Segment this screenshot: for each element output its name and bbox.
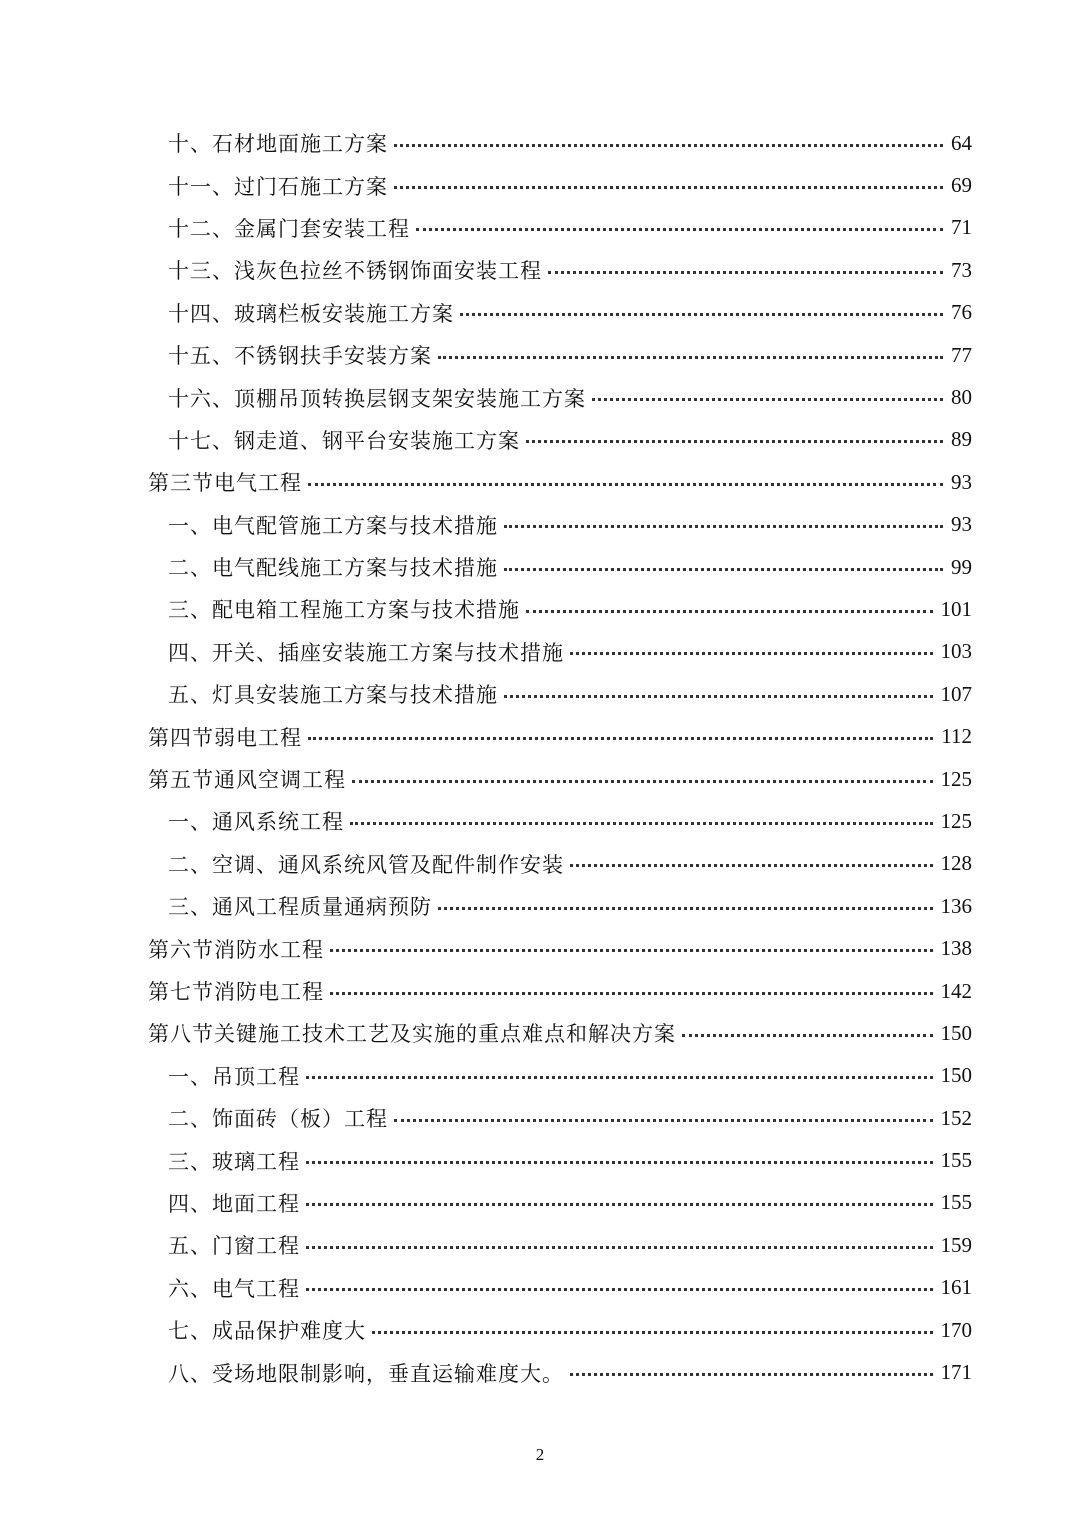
toc-entry[interactable] [0, 843, 1080, 885]
toc-dot-leader [504, 525, 943, 528]
toc-dot-leader [570, 1373, 933, 1376]
toc-entry[interactable] [0, 1351, 1080, 1393]
toc-entry-page: 142 [940, 978, 972, 1003]
toc-entry-title: 第六节消防水工程 [148, 937, 324, 962]
toc-entry-page: 93 [951, 469, 972, 494]
toc-entry-page: 101 [940, 596, 972, 621]
toc-dot-leader [306, 1161, 933, 1164]
toc-entry-page: 107 [940, 681, 972, 706]
toc-entry-page: 103 [940, 639, 972, 664]
toc-dot-leader [438, 356, 943, 359]
toc-entry[interactable] [0, 1012, 1080, 1054]
toc-dot-leader [504, 695, 933, 698]
toc-dot-leader [570, 864, 933, 867]
toc-entry[interactable] [0, 164, 1080, 206]
toc-entry[interactable] [0, 419, 1080, 461]
toc-entry-title: 二、空调、通风系统风管及配件制作安装 [168, 852, 564, 877]
toc-entry-title: 第七节消防电工程 [148, 980, 324, 1004]
toc-entry-page: 150 [940, 1063, 972, 1088]
toc-entry-page: 112 [941, 724, 972, 749]
toc-entry-page: 73 [951, 257, 972, 282]
toc-entry[interactable] [0, 1139, 1080, 1181]
toc-dot-leader [526, 440, 943, 443]
toc-entry-title: 第四节弱电工程 [148, 725, 302, 750]
toc-entry-page: 155 [940, 1190, 972, 1215]
toc-entry[interactable] [0, 504, 1080, 546]
toc-entry[interactable] [0, 1182, 1080, 1224]
toc-dot-leader [350, 822, 933, 825]
toc-entry[interactable] [0, 927, 1080, 969]
toc-entry-title: 二、饰面砖（板）工程 [168, 1107, 388, 1132]
toc-entry[interactable] [0, 1097, 1080, 1139]
toc-entry[interactable] [0, 758, 1080, 800]
toc-entry-title: 一、通风系统工程 [168, 810, 344, 835]
toc-entry-page: 152 [940, 1105, 972, 1130]
toc-entry[interactable] [0, 292, 1080, 334]
toc-entry[interactable] [0, 461, 1080, 503]
toc-dot-leader [394, 1119, 933, 1122]
table-of-contents [0, 122, 1080, 1394]
toc-entry[interactable] [0, 1309, 1080, 1351]
toc-entry-title: 第五节通风空调工程 [148, 768, 346, 793]
toc-entry-page: 64 [951, 130, 972, 155]
toc-entry-page: 170 [940, 1317, 972, 1342]
toc-entry-title: 六、电气工程 [168, 1276, 300, 1301]
toc-entry-page: 125 [940, 808, 972, 833]
toc-dot-leader [592, 398, 943, 401]
toc-dot-leader [306, 1288, 933, 1291]
toc-entry-page: 77 [951, 342, 972, 367]
toc-entry[interactable] [0, 673, 1080, 715]
toc-dot-leader [372, 1331, 933, 1334]
toc-entry-title: 二、电气配线施工方案与技术措施 [168, 556, 498, 581]
toc-entry-title: 十二、金属门套安装工程 [168, 216, 410, 241]
toc-dot-leader [308, 483, 943, 486]
toc-entry[interactable] [0, 970, 1080, 1012]
toc-dot-leader [308, 737, 933, 740]
toc-entry-title: 十五、不锈钢扶手安装方案 [168, 344, 432, 369]
toc-entry[interactable] [0, 1224, 1080, 1266]
toc-entry-title: 八、受场地限制影响，垂直运输难度大。 [168, 1361, 564, 1386]
toc-dot-leader [306, 1076, 933, 1079]
toc-entry[interactable] [0, 546, 1080, 588]
toc-entry-page: 136 [940, 893, 972, 918]
toc-dot-leader [330, 949, 933, 952]
toc-entry-title: 十一、过门石施工方案 [168, 174, 388, 199]
toc-dot-leader [394, 186, 943, 189]
toc-entry-page: 93 [951, 512, 972, 537]
toc-entry-page: 80 [951, 385, 972, 410]
toc-entry-page: 159 [940, 1232, 972, 1257]
toc-entry[interactable] [0, 1267, 1080, 1309]
toc-entry[interactable] [0, 249, 1080, 291]
toc-dot-leader [504, 568, 943, 571]
toc-entry[interactable] [0, 715, 1080, 757]
toc-entry[interactable] [0, 334, 1080, 376]
toc-entry-title: 四、开关、插座安装施工方案与技术措施 [168, 640, 564, 665]
toc-entry-page: 71 [951, 215, 972, 240]
toc-entry-title: 七、成品保护难度大 [168, 1319, 366, 1344]
toc-entry-title: 一、吊顶工程 [168, 1064, 300, 1089]
toc-entry-page: 89 [951, 427, 972, 452]
toc-entry-title: 五、灯具安装施工方案与技术措施 [168, 683, 498, 708]
toc-entry-title: 五、门窗工程 [168, 1234, 300, 1259]
toc-entry-title: 三、通风工程质量通病预防 [168, 895, 432, 920]
toc-entry-page: 69 [951, 173, 972, 198]
toc-entry-page: 128 [940, 851, 972, 876]
page-number: 2 [535, 1445, 545, 1464]
toc-entry-page: 150 [940, 1020, 972, 1045]
toc-dot-leader [438, 907, 933, 910]
toc-entry-page: 99 [951, 554, 972, 579]
toc-entry-title: 第八节关键施工技术工艺及实施的重点难点和解决方案 [148, 1022, 676, 1047]
toc-entry-title: 十六、顶棚吊顶转换层钢支架安装施工方案 [168, 386, 586, 411]
toc-entry-title: 三、配电箱工程施工方案与技术措施 [168, 598, 520, 623]
toc-entry[interactable] [0, 631, 1080, 673]
toc-entry-title: 十七、钢走道、钢平台安装施工方案 [168, 428, 520, 453]
toc-entry-page: 161 [940, 1275, 972, 1300]
toc-entry[interactable] [0, 376, 1080, 418]
toc-entry[interactable] [0, 122, 1080, 164]
toc-entry-title: 十四、玻璃栏板安装施工方案 [168, 301, 454, 326]
toc-dot-leader [306, 1246, 933, 1249]
toc-entry-title: 第三节电气工程 [148, 471, 302, 496]
toc-entry-page: 76 [951, 300, 972, 325]
toc-entry-page: 171 [940, 1360, 972, 1385]
toc-entry-page: 125 [940, 766, 972, 791]
toc-dot-leader [570, 652, 933, 655]
toc-entry[interactable] [0, 800, 1080, 842]
toc-entry-title: 一、电气配管施工方案与技术措施 [168, 513, 498, 538]
toc-entry-page: 155 [940, 1148, 972, 1173]
toc-entry-title: 十、石材地面施工方案 [168, 132, 388, 157]
toc-dot-leader [548, 271, 943, 274]
toc-entry-title: 四、地面工程 [168, 1191, 300, 1216]
toc-dot-leader [306, 1203, 933, 1206]
toc-entry-page: 138 [940, 936, 972, 961]
toc-entry[interactable] [0, 1055, 1080, 1097]
toc-dot-leader [394, 144, 943, 147]
toc-dot-leader [352, 780, 933, 783]
toc-dot-leader [416, 228, 943, 231]
toc-dot-leader [460, 313, 943, 316]
toc-dot-leader [330, 992, 933, 995]
toc-entry-title: 三、玻璃工程 [168, 1149, 300, 1174]
toc-entry[interactable] [0, 885, 1080, 927]
toc-dot-leader [682, 1034, 933, 1037]
toc-entry[interactable] [0, 588, 1080, 630]
toc-entry-title: 十三、浅灰色拉丝不锈钢饰面安装工程 [168, 259, 542, 284]
toc-dot-leader [526, 610, 933, 613]
toc-entry[interactable] [0, 207, 1080, 249]
